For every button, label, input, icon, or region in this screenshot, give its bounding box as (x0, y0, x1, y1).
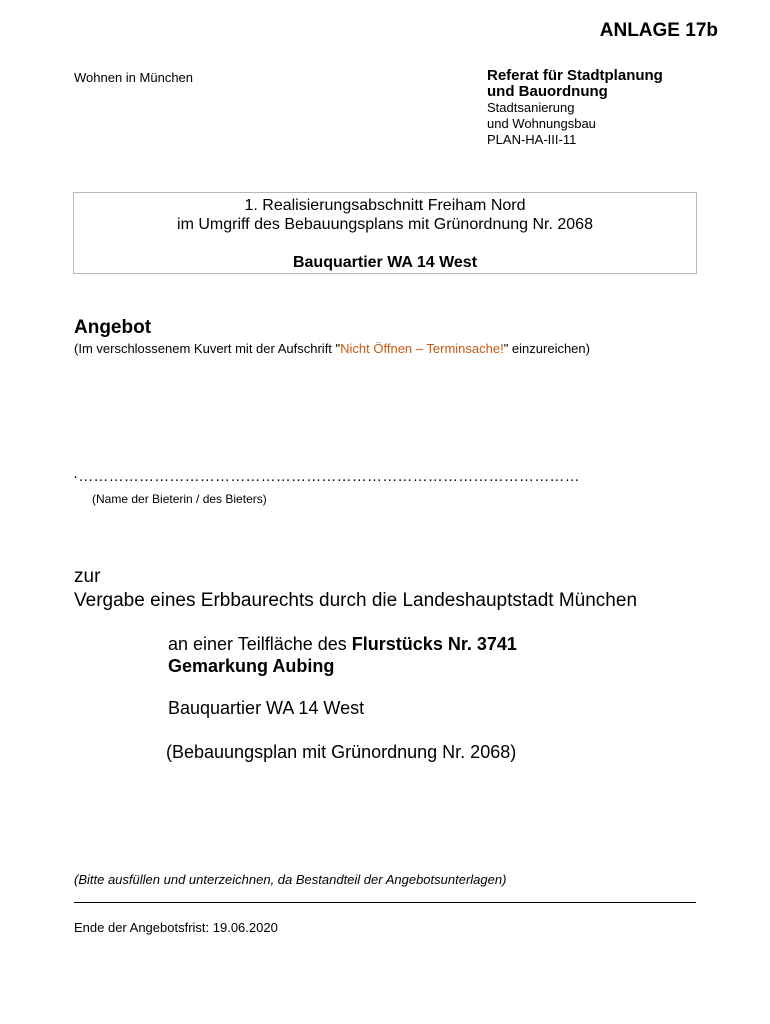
flurstueck-line (168, 634, 517, 655)
deadline-text: Ende der Angebotsfrist: 19.06.2020 (74, 920, 278, 935)
recipient-address (487, 68, 663, 148)
vergabe-text: Vergabe eines Erbbaurechts durch die Landeshauptstadt München (74, 590, 638, 611)
submission-instruction (74, 341, 590, 356)
referat-line-2: und Bauordnung (487, 83, 608, 100)
dept-code: PLAN-HA-III-11 (487, 132, 577, 147)
instruction-suffix: " einzureichen) (503, 341, 590, 356)
instruction-prefix: (Im verschlossenem Kuvert mit der Aufschrift " (74, 341, 341, 356)
bidder-name-field[interactable]: ·……………………………………………………………………………………… (73, 468, 580, 485)
offer-heading: Angebot (74, 317, 152, 338)
title-line-1: 1. Realisierungsabschnitt Freiham Nord (244, 197, 526, 214)
dept-line-1: Stadtsanierung (487, 100, 575, 115)
bebauungsplan-line: (Bebauungsplan mit Grünordnung Nr. 2068) (166, 742, 517, 762)
bidder-name-label: (Name der Bieterin / des Bieters) (92, 492, 267, 506)
gemarkung-line: Gemarkung Aubing (168, 656, 335, 676)
zur-text: zur (74, 566, 101, 587)
flurstueck-number: Flurstücks Nr. 3741 (351, 634, 517, 654)
dept-line-2: und Wohnungsbau (487, 116, 596, 131)
referat-line-1: Referat für Stadtplanung (487, 67, 663, 84)
bauquartier-line: Bauquartier WA 14 West (168, 698, 365, 718)
title-line-3: Bauquartier WA 14 West (292, 254, 478, 271)
fill-in-note: (Bitte ausfüllen und unterzeichnen, da Bestandteil der Angebotsunterlagen) (74, 872, 507, 887)
signature-rule (74, 902, 696, 903)
annex-label: ANLAGE 17b (599, 20, 718, 41)
flurstueck-prefix: an einer Teilfläche des (168, 634, 352, 654)
sender-department: Wohnen in München (74, 70, 194, 85)
instruction-highlight: Nicht Öffnen – Terminsache! (340, 341, 504, 356)
title-line-2: im Umgriff des Bebauungsplans mit Grünordnung Nr. 2068 (177, 216, 593, 233)
project-title-box (73, 192, 697, 274)
